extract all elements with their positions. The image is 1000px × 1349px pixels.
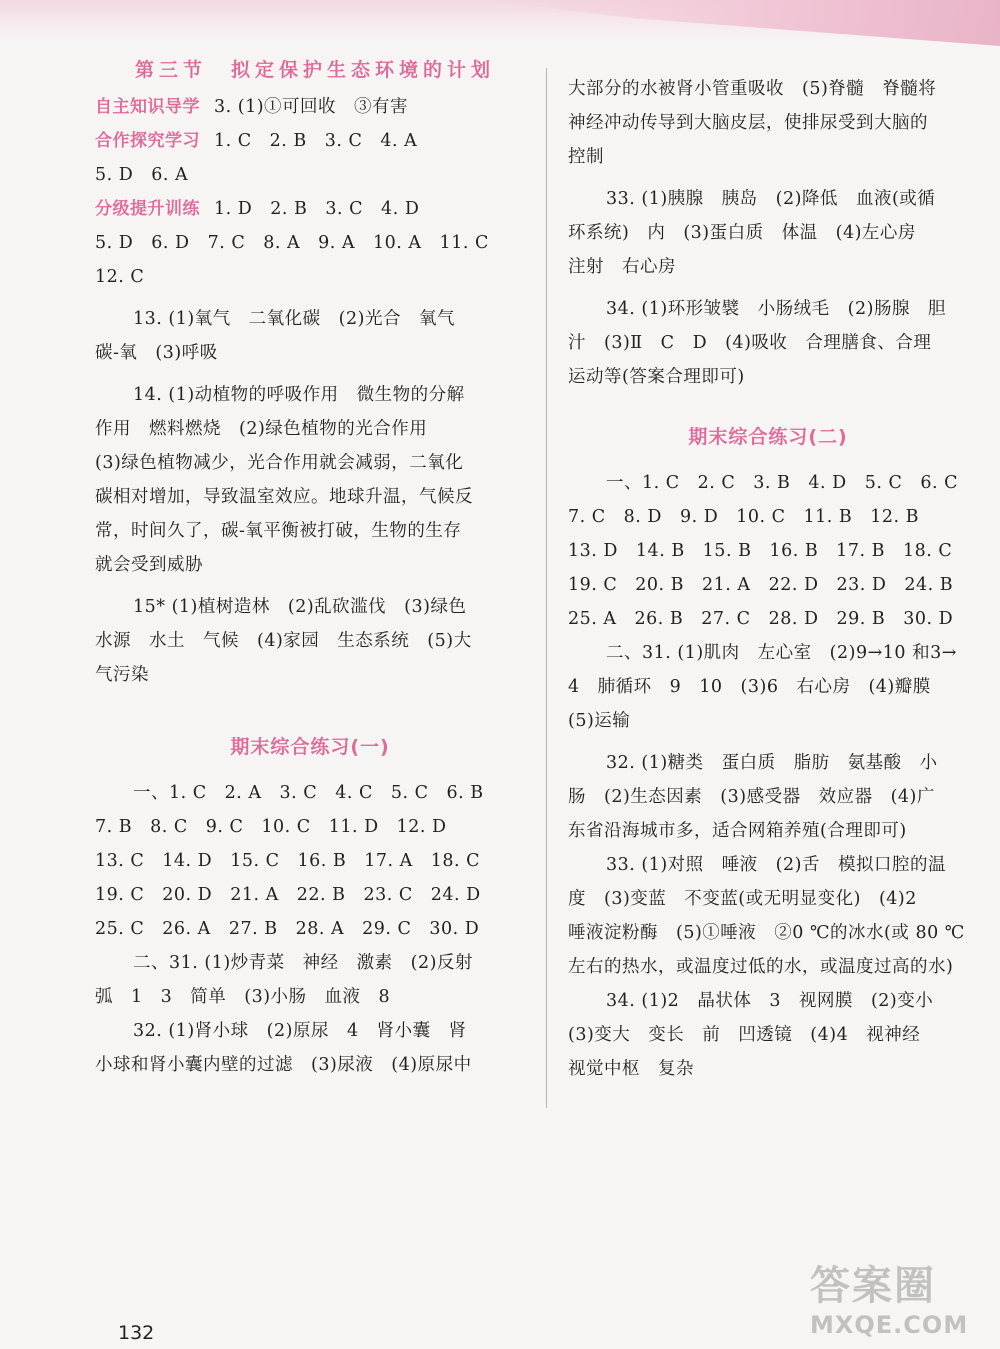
q32-cont-3: 控制 [568,147,604,167]
final2-mc-4: 19. C 20. B 21. A 22. D 23. D 24. B [568,575,954,595]
fenji-line [95,192,525,226]
fenji-cont-2: 12. C [95,267,145,287]
final1-mc-3: 13. C 14. D 15. C 16. B 17. A 18. C [95,851,481,871]
q14-line-2: 作用 燃料燃烧 (2)绿色植物的光合作用 [95,419,428,439]
final1-q31-2: 弧 1 3 简单 (3)小肠 血液 8 [95,987,391,1007]
hezuo-answers: 1. C 2. B 3. C 4. A [214,131,418,151]
zizhu-label: 自主知识导学 [95,97,200,117]
left-column [95,50,525,1082]
q14-line-5: 常，时间久了，碳-氧平衡被打破，生物的生存 [95,521,462,541]
final1-mc-2: 7. B 8. C 9. C 10. C 11. D 12. D [95,817,447,837]
q14-line-4: 碳相对增加，导致温室效应。地球升温，气候反 [95,487,473,507]
hezuo-line [95,124,525,158]
final1-q32-1: 32. (1)肾小球 (2)原尿 4 肾小囊 肾 [133,1021,467,1041]
right-column [568,50,968,1086]
final2-q32-3: 东省沿海城市多，适合网箱养殖(合理即可) [568,821,907,841]
q15-line-3: 气污染 [95,665,149,685]
final2-mc-3: 13. D 14. B 15. B 16. B 17. B 18. C [568,541,953,561]
q14-line-1: 14. (1)动植物的呼吸作用 微生物的分解 [133,385,465,405]
q14-line-6: 就会受到威胁 [95,555,203,575]
final2-heading: 期末综合练习(二) [688,426,848,448]
final2-mc-1: 一、1. C 2. C 3. B 4. D 5. C 6. C [606,473,959,493]
zizhu-line [95,90,525,124]
q34-line-3: 运动等(答案合理即可) [568,367,745,387]
final2-q32-1: 32. (1)糖类 蛋白质 脂肪 氨基酸 小 [606,753,938,773]
section-title: 第三节 拟定保护生态环境的计划 [135,59,496,81]
final1-q32-2: 小球和肾小囊内壁的过滤 (3)尿液 (4)原尿中 [95,1055,472,1075]
zizhu-answers: 3. (1)①可回收 ③有害 [214,97,409,117]
q15-line-1: 15* (1)植树造林 (2)乱砍滥伐 (3)绿色 [133,597,467,617]
final2-q31-2: 4 肺循环 9 10 (3)6 右心房 (4)瓣膜 [568,677,931,697]
q13-line-1: 13. (1)氧气 二氧化碳 (2)光合 氧气 [133,309,455,329]
q34-line-2: 汁 (3)Ⅱ C D (4)吸收 合理膳食、合理 [568,333,932,353]
fenji-cont-1: 5. D 6. D 7. C 8. A 9. A 10. A 11. C [95,233,489,253]
final2-q33-1: 33. (1)对照 唾液 (2)舌 模拟口腔的温 [606,855,946,875]
final1-mc-4: 19. C 20. D 21. A 22. B 23. C 24. D [95,885,481,905]
final2-q34-3: 视觉中枢 复杂 [568,1059,694,1079]
fenji-answers: 1. D 2. B 3. C 4. D [214,199,420,219]
watermark-text-cn: 答案圈 [810,1263,936,1309]
page-number: 132 [118,1322,155,1344]
q15-line-2: 水源 水土 气候 (4)家园 生态系统 (5)大 [95,631,472,651]
hezuo-cont: 5. D 6. A [95,165,189,185]
q32-cont-2: 神经冲动传导到大脑皮层，使排尿受到大脑的 [568,113,928,133]
final1-heading: 期末综合练习(一) [230,736,390,758]
final2-q31-3: (5)运输 [568,711,631,731]
final1-mc-1: 一、1. C 2. A 3. C 4. C 5. C 6. B [133,783,484,803]
final2-q33-2: 度 (3)变蓝 不变蓝(或无明显变化) (4)2 [568,889,917,909]
q14-line-3: (3)绿色植物减少，光合作用就会减弱，二氧化 [95,453,464,473]
header-accent [480,0,1000,46]
final1-q31-1: 二、31. (1)炒青菜 神经 激素 (2)反射 [133,953,473,973]
final2-q34-1: 34. (1)2 晶状体 3 视网膜 (2)变小 [606,991,934,1011]
final1-mc-5: 25. C 26. A 27. B 28. A 29. C 30. D [95,919,480,939]
q33-line-1: 33. (1)胰腺 胰岛 (2)降低 血液(或循 [606,189,936,209]
watermark-text-url: MXQE.COM [810,1311,969,1339]
q32-cont-1: 大部分的水被肾小管重吸收 (5)脊髓 脊髓将 [568,79,937,99]
final2-q33-3: 唾液淀粉酶 (5)①唾液 ②0 ℃的冰水(或 80 ℃ [568,923,965,943]
q33-line-3: 注射 右心房 [568,257,676,277]
header-band [0,0,1000,42]
q33-line-2: 环系统) 内 (3)蛋白质 体温 (4)左心房 [568,223,916,243]
column-divider [546,68,547,1108]
q34-line-1: 34. (1)环形皱襞 小肠绒毛 (2)肠腺 胆 [606,299,946,319]
fenji-label: 分级提升训练 [95,199,200,219]
final2-mc-2: 7. C 8. D 9. D 10. C 11. B 12. B [568,507,920,527]
final2-mc-5: 25. A 26. B 27. C 28. D 29. B 30. D [568,609,954,629]
q13-line-2: 碳-氧 (3)呼吸 [95,343,218,363]
final2-q31-1: 二、31. (1)肌肉 左心室 (2)9→10 和3→ [606,643,957,663]
hezuo-label: 合作探究学习 [95,131,200,151]
final2-q34-2: (3)变大 变长 前 凹透镜 (4)4 视神经 [568,1025,921,1045]
final2-q33-4: 左右的热水，或温度过低的水，或温度过高的水) [568,957,954,977]
final2-q32-2: 肠 (2)生态因素 (3)感受器 效应器 (4)广 [568,787,935,807]
watermark-logo [810,1262,990,1348]
